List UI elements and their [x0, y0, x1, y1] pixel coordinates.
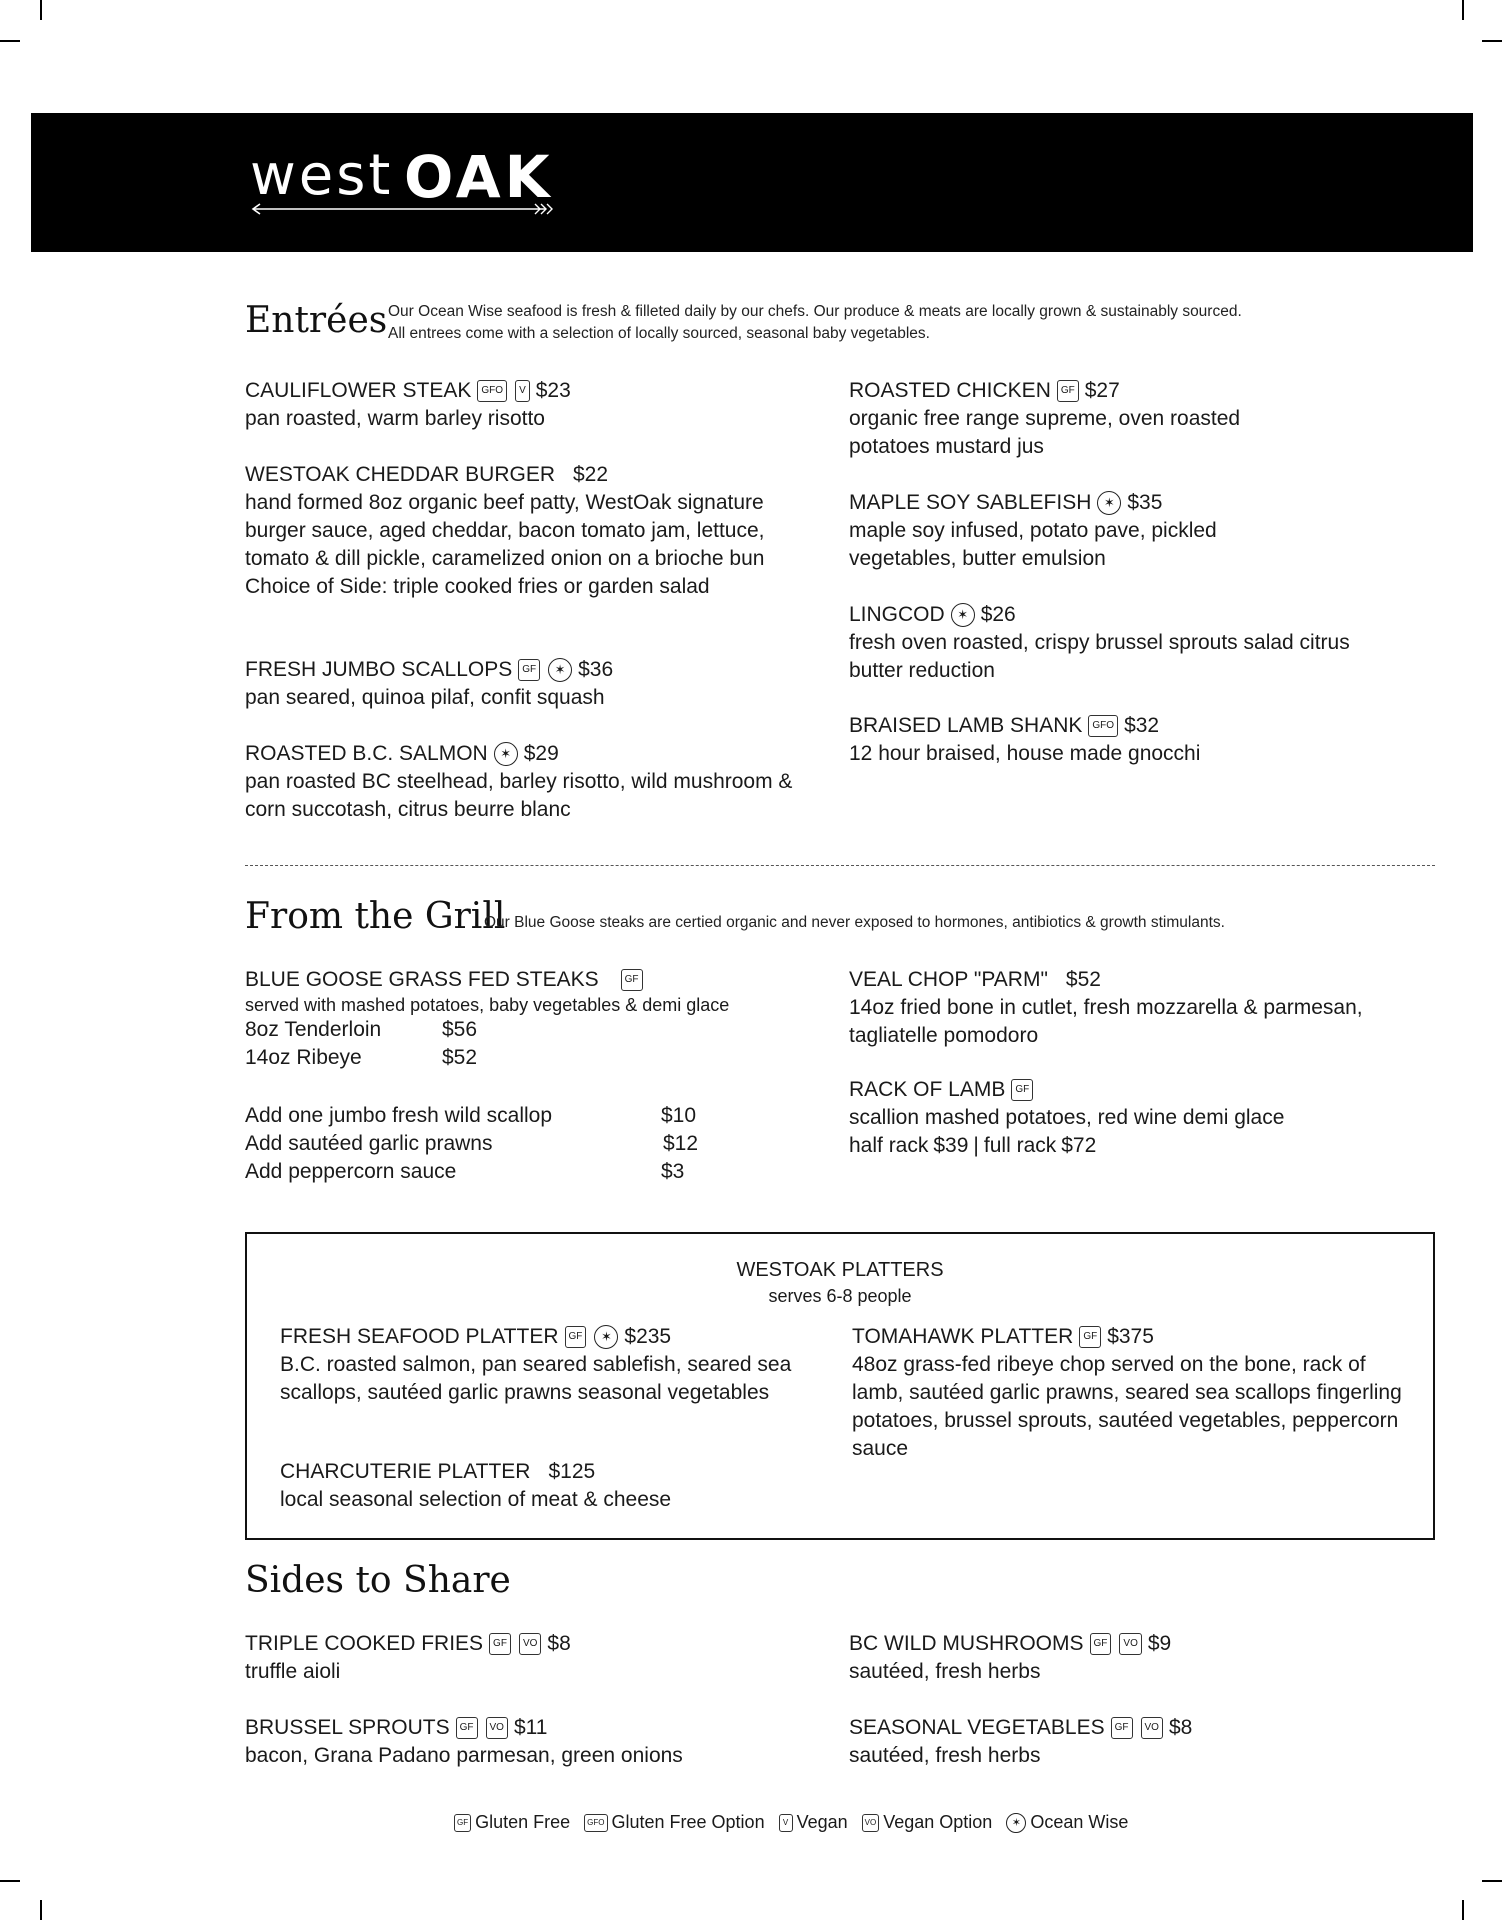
menu-item	[849, 712, 1369, 768]
v-badge: V	[779, 1814, 793, 1832]
cut-row	[245, 1044, 825, 1072]
menu-item	[280, 1458, 815, 1514]
item-description: 14oz fried bone in cutlet, fresh mozzarella & parmesan, tagliatelle pomodoro	[849, 996, 1363, 1047]
item-description: maple soy infused, potato pave, pickled vegetables, butter emulsion	[849, 519, 1217, 570]
crop-mark	[40, 1900, 42, 1920]
logo-oak: OAK	[404, 143, 554, 211]
menu-item	[849, 1714, 1369, 1770]
legend-gf: Gluten Free	[475, 1812, 571, 1832]
item-name: CAULIFLOWER STEAK	[245, 379, 472, 402]
item-price: $27	[1084, 379, 1120, 402]
gf-badge: GF	[454, 1814, 471, 1832]
item-description: fresh oven roasted, crispy brussel sprouts salad citrus butter reduction	[849, 631, 1350, 682]
item-description: sautéed, fresh herbs	[849, 1744, 1041, 1767]
menu-item	[849, 377, 1319, 461]
item-price: $36	[578, 658, 614, 681]
cut-name: 14oz Ribeye	[245, 1046, 362, 1069]
half-rack-price: $39	[933, 1134, 969, 1157]
legend-ow: Ocean Wise	[1030, 1812, 1129, 1832]
addon-row	[245, 1130, 745, 1158]
addon-name: Add peppercorn sauce	[245, 1160, 457, 1183]
item-description: bacon, Grana Padano parmesan, green onions	[245, 1744, 683, 1767]
addon-price: $10	[661, 1104, 697, 1127]
item-name: BLUE GOOSE GRASS FED STEAKS	[245, 968, 599, 991]
item-description: pan seared, quinoa pilaf, confit squash	[245, 686, 605, 709]
item-description: 12 hour braised, house made gnocchi	[849, 742, 1201, 765]
full-rack-price: $72	[1061, 1134, 1097, 1157]
item-name: ROASTED B.C. SALMON	[245, 742, 488, 765]
ocean-wise-icon: ✶	[548, 658, 572, 682]
item-price: $35	[1127, 491, 1163, 514]
gf-badge: GF	[565, 1326, 587, 1348]
gfo-badge: GFO	[584, 1814, 607, 1832]
sides-title: Sides to Share	[245, 1560, 511, 1601]
gfo-badge: GFO	[477, 380, 507, 402]
entrees-title: Entrées	[245, 300, 388, 341]
menu-item	[245, 740, 825, 824]
addon-price: $3	[661, 1160, 685, 1183]
menu-item	[245, 461, 825, 601]
entrees-note-line-2: All entrees come with a selection of locally sourced, seasonal baby vegetables.	[388, 325, 930, 342]
crop-mark	[40, 0, 42, 20]
menu-item	[849, 489, 1319, 573]
item-name: MAPLE SOY SABLEFISH	[849, 491, 1092, 514]
v-badge: V	[515, 380, 530, 402]
item-name: ROASTED CHICKEN	[849, 379, 1051, 402]
ocean-wise-icon: ✶	[1097, 491, 1121, 515]
menu-item	[849, 1630, 1369, 1686]
header-band	[31, 113, 1473, 252]
arrow-icon	[250, 202, 555, 216]
menu-item	[852, 1323, 1412, 1463]
crop-mark	[1482, 40, 1502, 42]
item-price: $125	[548, 1460, 596, 1483]
item-price: $26	[980, 603, 1016, 626]
item-name: TOMAHAWK PLATTER	[852, 1325, 1074, 1348]
item-price: $11	[513, 1716, 548, 1739]
ocean-wise-icon: ✶	[594, 1325, 618, 1349]
cut-price: $52	[442, 1046, 478, 1069]
item-name: SEASONAL VEGETABLES	[849, 1716, 1105, 1739]
item-description: sautéed, fresh herbs	[849, 1660, 1041, 1683]
platters-title: WESTOAK PLATTERS	[736, 1259, 944, 1281]
item-description: B.C. roasted salmon, pan seared sablefish, seared sea scallops, sautéed garlic prawns seasonal vegetables	[280, 1353, 792, 1404]
legend-v: Vegan	[796, 1812, 848, 1832]
menu-item	[245, 377, 825, 433]
menu-item	[245, 1630, 825, 1686]
menu-item	[245, 1714, 825, 1770]
full-rack-label: full rack	[983, 1134, 1057, 1157]
item-price: $52	[1065, 968, 1101, 991]
menu-item	[849, 601, 1369, 685]
addon-row	[245, 1158, 745, 1186]
crop-mark	[0, 1880, 20, 1882]
gf-badge: GF	[1111, 1717, 1133, 1739]
item-description: 48oz grass-fed ribeye chop served on the bone, rack of lamb, sautéed garlic prawns, seared sea scallops fingerling potatoes, brussel sprouts, sautéed vegetables, peppercorn sauce	[852, 1353, 1402, 1460]
item-description: pan roasted, warm barley risotto	[245, 407, 545, 430]
crop-mark	[1482, 1880, 1502, 1882]
entrees-note-line-1: Our Ocean Wise seafood is fresh & filleted daily by our chefs. Our produce & meats are locally grown & sustainably sourced.	[388, 303, 1242, 320]
menu-item	[849, 966, 1429, 1050]
platters-subtitle: serves 6-8 people	[768, 1286, 912, 1306]
gf-badge: GF	[621, 969, 643, 991]
half-rack-label: half rack	[849, 1134, 929, 1157]
grill-note: Our Blue Goose steaks are certied organic and never exposed to hormones, antibiotics & growth stimulants.	[484, 914, 1225, 931]
ocean-wise-icon: ✶	[1006, 1813, 1026, 1833]
section-divider	[245, 865, 1435, 866]
ocean-wise-icon: ✶	[494, 742, 518, 766]
item-description: pan roasted BC steelhead, barley risotto, wild mushroom & corn succotash, citrus beurre blanc	[245, 770, 793, 821]
item-price: $9	[1147, 1632, 1172, 1655]
gf-badge: GF	[518, 659, 540, 681]
item-name: RACK OF LAMB	[849, 1078, 1006, 1101]
vo-badge: VO	[486, 1717, 508, 1739]
item-name: BC WILD MUSHROOMS	[849, 1632, 1084, 1655]
item-description: organic free range supreme, oven roasted potatoes mustard jus	[849, 407, 1241, 458]
gf-badge: GF	[1011, 1079, 1033, 1101]
gf-badge: GF	[1057, 380, 1079, 402]
item-price: $8	[1168, 1716, 1193, 1739]
menu-item	[849, 1076, 1429, 1160]
legend-gfo: Gluten Free Option	[611, 1812, 765, 1832]
dietary-legend	[452, 1812, 1128, 1833]
item-name: FRESH SEAFOOD PLATTER	[280, 1325, 559, 1348]
side-choice-text: triple cooked fries or garden salad	[393, 575, 710, 598]
addon-price: $12	[663, 1132, 699, 1155]
item-price: $8	[547, 1632, 571, 1655]
gfo-badge: GFO	[1088, 715, 1118, 737]
item-description: served with mashed potatoes, baby vegetables & demi glace	[245, 995, 730, 1015]
item-price: $22	[573, 463, 609, 486]
item-name: FRESH JUMBO SCALLOPS	[245, 658, 513, 681]
item-name: VEAL CHOP "PARM"	[849, 968, 1048, 991]
item-name: BRUSSEL SPROUTS	[245, 1716, 450, 1739]
vo-badge: VO	[519, 1633, 541, 1655]
item-name: WESTOAK CHEDDAR BURGER	[245, 463, 555, 486]
gf-badge: GF	[456, 1717, 478, 1739]
menu-item	[245, 656, 825, 712]
vo-badge: VO	[1119, 1633, 1141, 1655]
item-description: truffle aioli	[245, 1660, 341, 1683]
item-price: $29	[523, 742, 559, 765]
rack-separator: |	[973, 1134, 979, 1157]
item-description: scallion mashed potatoes, red wine demi glace	[849, 1106, 1285, 1129]
side-choice-label: Choice of Side:	[245, 575, 388, 598]
cut-name: 8oz Tenderloin	[245, 1018, 382, 1041]
item-price: $32	[1124, 714, 1160, 737]
vo-badge: VO	[862, 1814, 880, 1832]
item-name: LINGCOD	[849, 603, 945, 626]
item-description: hand formed 8oz organic beef patty, WestOak signature burger sauce, aged cheddar, bacon tomato jam, lettuce, tomato & dill pickle, caramelized onion on a brioche bun	[245, 491, 765, 570]
menu-item	[280, 1323, 815, 1407]
cut-row	[245, 1016, 825, 1044]
item-name: BRAISED LAMB SHANK	[849, 714, 1083, 737]
addon-name: Add one jumbo fresh wild scallop	[245, 1104, 553, 1127]
addons-list	[245, 1102, 745, 1186]
item-name: CHARCUTERIE PLATTER	[280, 1460, 531, 1483]
vo-badge: VO	[1141, 1717, 1163, 1739]
crop-mark	[1462, 0, 1464, 20]
gf-badge: GF	[1079, 1326, 1101, 1348]
item-name: TRIPLE COOKED FRIES	[245, 1632, 484, 1655]
entrees-note	[388, 301, 1242, 345]
steaks-item	[245, 966, 825, 1072]
item-price: $23	[535, 379, 571, 402]
item-price: $375	[1107, 1325, 1154, 1348]
legend-vo: Vegan Option	[883, 1812, 993, 1832]
gf-badge: GF	[489, 1633, 511, 1655]
item-description: local seasonal selection of meat & cheese	[280, 1488, 672, 1511]
crop-mark	[0, 40, 20, 42]
cut-price: $56	[442, 1018, 478, 1041]
logo-west: west	[250, 143, 394, 208]
addon-name: Add sautéed garlic prawns	[245, 1132, 493, 1155]
item-price: $235	[624, 1325, 672, 1348]
grill-title: From the Grill	[245, 896, 506, 937]
crop-mark	[1462, 1900, 1464, 1920]
addon-row	[245, 1102, 745, 1130]
ocean-wise-icon: ✶	[951, 603, 975, 627]
gf-badge: GF	[1090, 1633, 1112, 1655]
